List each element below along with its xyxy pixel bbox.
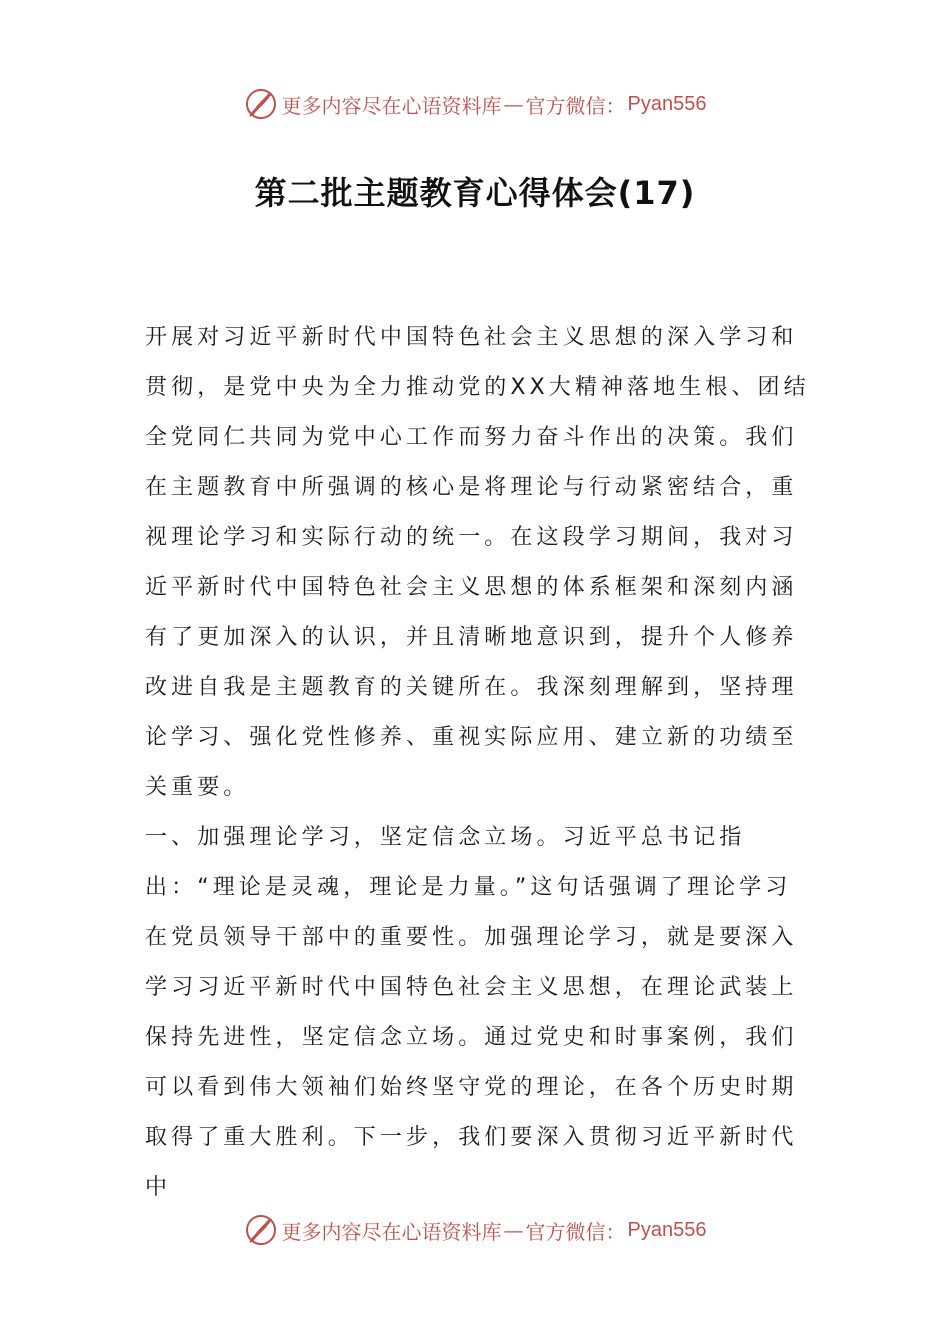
header-watermark xyxy=(0,84,950,124)
watermark-brand-text: 更多内容尽在心语资料库 xyxy=(281,93,502,118)
paragraph-section-one: 一、加强理论学习，坚定信念立场。习近平总书记指出：“理论是灵魂，理论是力量。”这句话强调了理论学习在党员领导干部中的重要性。加强理论学习，就是要深入学习习近平新时代中国特色社会主义思想，在理论武装上保持先进性，坚定信念立场。通过党史和时事案例，我们可以看到伟大领袖们始终坚守党的理论，在各个历史时期取得了重大胜利。下一步，我们要深入贯彻习近平新时代中 xyxy=(145,825,798,1200)
watermark-wechat-id: Pyan556 xyxy=(627,1218,707,1241)
paragraph-intro: 开展对习近平新时代中国特色社会主义思想的深入学习和贯彻，是党中央为全力推动党的XX大精神落地生根、团结全党同仁共同为党中心工作而努力奋斗作出的决策。我们在主题教育中所强调的核心是将理论与行动紧密结合，重视理论学习和实际行动的统一。在这段学习期间，我对习近平新时代中国特色社会主义思想的体系框架和深刻内涵有了更加深入的认识，并且清晰地意识到，提升个人修养改进自我是主题教育的关键所在。我深刻理解到，坚持理论学习、强化党性修养、重视实际应用、建立新的功绩至关重要。 xyxy=(145,325,810,800)
watermark-brand-text: 更多内容尽在心语资料库 xyxy=(281,1219,502,1244)
quill-logo-icon xyxy=(244,1213,278,1247)
watermark-wechat-label: 官方微信： xyxy=(525,93,626,118)
document-body xyxy=(145,313,813,1213)
watermark-dash: — xyxy=(503,92,524,116)
document-title: 第二批主题教育心得体会(17) xyxy=(254,174,696,212)
watermark-wechat-label: 官方微信： xyxy=(525,1219,626,1244)
footer-watermark xyxy=(0,1210,950,1250)
watermark-dash: — xyxy=(503,1218,524,1242)
quill-logo-icon xyxy=(244,87,278,121)
watermark-wechat-id: Pyan556 xyxy=(627,92,707,115)
